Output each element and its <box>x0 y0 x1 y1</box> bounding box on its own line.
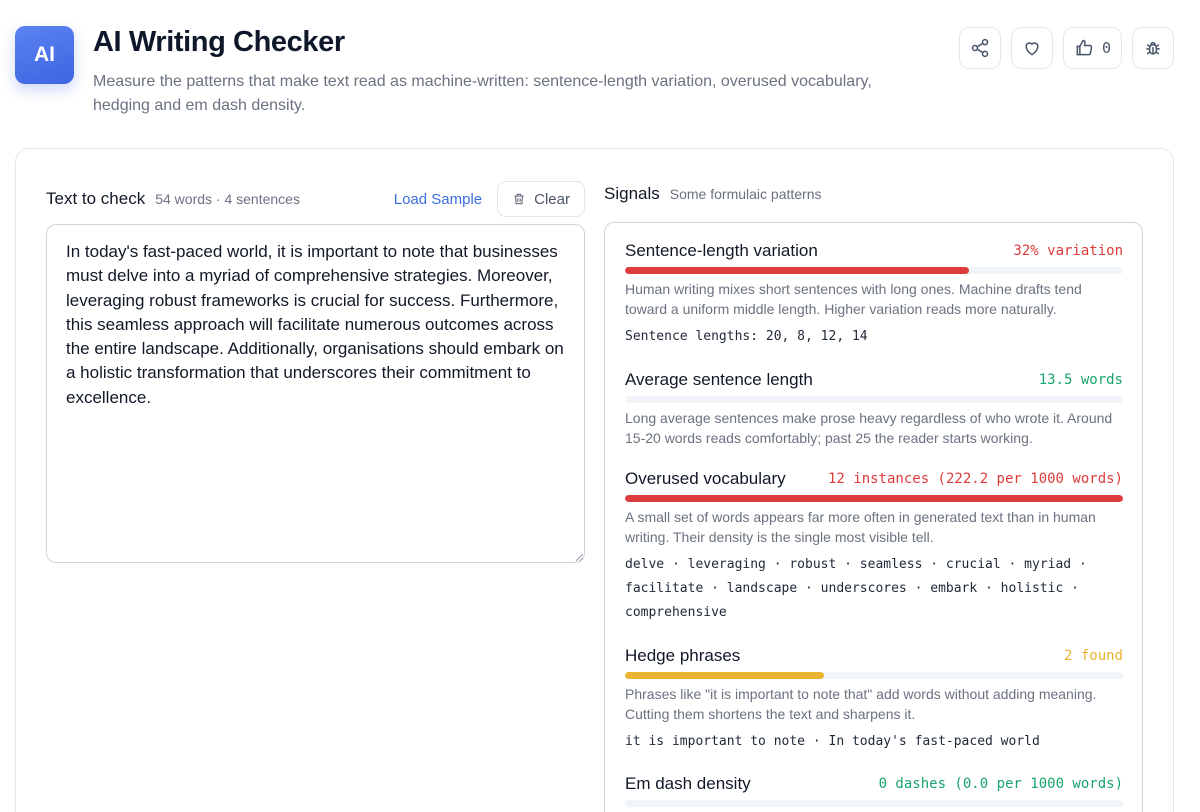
signals-header <box>604 184 822 208</box>
signal-detail: Sentence lengths: 20, 8, 12, 14 <box>625 329 868 344</box>
input-stats: 54 words · 4 sentences <box>155 191 300 207</box>
signal-bar <box>625 800 1123 807</box>
signal-bar-fill <box>625 672 824 679</box>
trash-icon <box>512 192 526 206</box>
signal-detail: delve · leveraging · robust · seamless · crucial · myriad · facilitate · landscape · underscores · embark · holistic · comprehensive <box>625 557 1087 620</box>
signal-value: 32% variation <box>1013 243 1123 259</box>
signal-value: 13.5 words <box>1038 372 1123 388</box>
header-actions <box>959 27 1174 69</box>
signal-bar <box>625 672 1123 679</box>
load-sample-link[interactable]: Load Sample <box>393 190 483 208</box>
app-logo <box>15 26 74 84</box>
signal-average-length <box>625 369 1123 448</box>
signal-hedge-phrases <box>625 645 1123 754</box>
share-button[interactable] <box>959 27 1001 69</box>
signal-em-dash-density <box>625 773 1123 807</box>
signal-detail: it is important to note · In today's fast-paced world <box>625 734 1040 749</box>
text-input[interactable]: In today's fast-paced world, it is important to note that businesses must delve into a myriad of comprehensive strategies. Moreover, leveraging robust frameworks is crucial for success. Furthermore, this seamless approach will facilitate numerous outcomes across the entire landscape. Additionally, organisations should embark on a holistic transformation that underscores their commitment to excellence. <box>46 224 585 563</box>
bug-icon <box>1143 38 1163 58</box>
input-label: Text to check <box>46 189 146 208</box>
signal-name: Sentence-length variation <box>625 241 818 260</box>
signal-overused-vocabulary <box>625 468 1123 625</box>
signals-label: Signals <box>604 184 660 203</box>
share-icon <box>970 38 990 58</box>
signal-bar <box>625 396 1123 403</box>
signal-bar-fill <box>625 495 1123 502</box>
signal-sentence-variation <box>625 240 1123 349</box>
clear-button[interactable] <box>497 181 585 217</box>
page-title: AI Writing Checker <box>93 26 345 58</box>
signal-value: 12 instances (222.2 per 1000 words) <box>827 471 1123 487</box>
like-button[interactable] <box>1063 27 1122 69</box>
signal-description: Phrases like "it is important to note that" add words without adding meaning. Cutting them shortens the text and sharpens it. <box>625 686 1097 722</box>
heart-icon <box>1022 38 1042 58</box>
signal-name: Hedge phrases <box>625 646 741 665</box>
signal-description: A small set of words appears far more often in generated text than in human writing. Their density is the single most visible tell. <box>625 509 1096 545</box>
favorite-button[interactable] <box>1011 27 1053 69</box>
logo-text: AI <box>34 43 55 66</box>
resize-handle-icon[interactable] <box>574 552 584 562</box>
signal-bar-fill <box>625 267 969 274</box>
signal-name: Average sentence length <box>625 370 813 389</box>
clear-label: Clear <box>534 190 570 208</box>
signal-name: Overused vocabulary <box>625 469 786 488</box>
signals-panel <box>604 222 1143 812</box>
like-count: 0 <box>1101 39 1111 57</box>
signal-value: 2 found <box>1063 648 1123 664</box>
signal-bar <box>625 267 1123 274</box>
page-subtitle: Measure the patterns that make text read as machine-written: sentence-length variation, overused vocabulary, hedging and em dash density. <box>93 73 872 114</box>
signal-name: Em dash density <box>625 774 751 793</box>
signal-description: Long average sentences make prose heavy regardless of who wrote it. Around 15-20 words reads comfortably; past 25 the reader starts working. <box>625 410 1113 446</box>
thumbs-up-icon <box>1074 38 1094 58</box>
input-header <box>46 184 585 214</box>
report-bug-button[interactable] <box>1132 27 1174 69</box>
signal-value: 0 dashes (0.0 per 1000 words) <box>878 776 1123 792</box>
signal-description: Human writing mixes short sentences with long ones. Machine drafts tend toward a uniform middle length. Higher variation reads more naturally. <box>625 281 1082 317</box>
signal-bar <box>625 495 1123 502</box>
signals-summary: Some formulaic patterns <box>669 186 822 202</box>
